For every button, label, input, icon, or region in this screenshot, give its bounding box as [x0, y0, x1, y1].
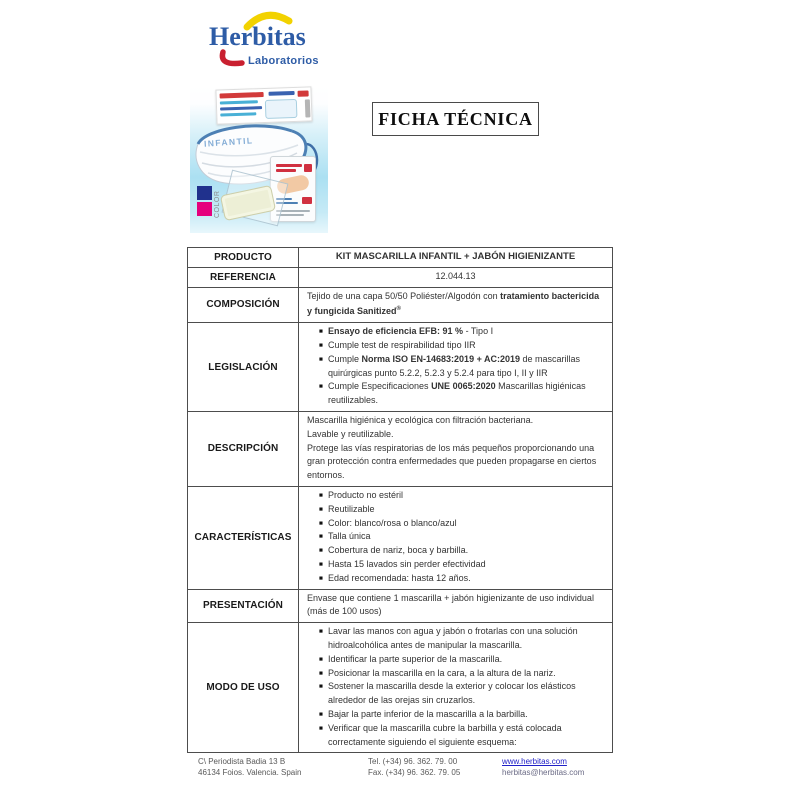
bullet-item	[307, 339, 604, 353]
bullet-text: Talla única	[328, 531, 371, 542]
magenta-color-swatch	[197, 202, 212, 216]
bullet-item	[307, 380, 604, 408]
spec-table	[187, 247, 613, 753]
bullet-icon: ■	[319, 355, 323, 363]
bullet-text: Sostener la mascarilla desde la exterior y colocar los elásticos alrededor de las orejas sin cruzarlos.	[328, 681, 576, 706]
bullet-icon: ■	[319, 547, 323, 555]
bullet-icon: ■	[319, 519, 323, 527]
bullet-icon: ■	[319, 505, 323, 513]
text-line: 12.044.13	[435, 270, 476, 281]
row-label: PRODUCTO	[188, 248, 299, 267]
mask-infantil-label: INFANTIL	[203, 135, 254, 149]
row-label: REFERENCIA	[188, 268, 299, 287]
bullet-item	[307, 325, 604, 339]
row-content	[299, 412, 612, 486]
ficha-tecnica-title-box	[372, 102, 539, 136]
table-row-descripcion	[188, 412, 612, 487]
table-row-referencia	[188, 268, 612, 288]
bullet-item	[307, 722, 604, 750]
bullet-icon: ■	[319, 628, 323, 636]
bullet-item	[307, 517, 604, 531]
bullet-icon: ■	[319, 655, 323, 663]
bullet-icon: ■	[319, 560, 323, 568]
row-content	[299, 248, 612, 267]
bullet-text: Lavar las manos con agua y jabón o frotarlas con una solución hidroalcohólica antes de manipular la mascarilla.	[328, 626, 578, 650]
website-link[interactable]: www.herbitas.com	[502, 757, 567, 766]
bullet-text: Edad recomendada: hasta 12 años.	[328, 572, 471, 583]
row-label: LEGISLACIÓN	[188, 323, 299, 411]
bullet-icon: ■	[319, 724, 323, 732]
row-label: DESCRIPCIÓN	[188, 412, 299, 486]
table-row-modo-de-uso	[188, 623, 612, 752]
bullet-item	[307, 708, 604, 722]
logo-name: Herbitas	[209, 22, 306, 51]
row-content	[299, 487, 612, 589]
address-line-2: 46134 Foios. Valencia. Spain	[198, 768, 302, 777]
bullet-text: Identificar la parte superior de la mascarilla.	[328, 653, 503, 664]
bullet-icon: ■	[319, 683, 323, 691]
table-row-composicion	[188, 288, 612, 324]
footer-address	[198, 756, 301, 778]
table-row-legislacion	[188, 323, 612, 412]
footer-phone	[368, 756, 460, 778]
text-line: Protege las vías respiratorias de los más pequeños proporcionando una gran protección contra enfermedades que pueden propagarse en ciertos entornos.	[307, 442, 597, 481]
bullet-item	[307, 558, 604, 572]
bullet-icon: ■	[319, 669, 323, 677]
bullet-text: Ensayo de eficiencia EFB: 91 % - Tipo I	[328, 326, 494, 337]
table-row-caracteristicas	[188, 487, 612, 590]
bullet-text: Cumple Especificaciones UNE 0065:2020 Mascarillas higiénicas reutilizables.	[328, 381, 586, 406]
bullet-text: Hasta 15 lavados sin perder efectividad	[328, 558, 486, 569]
red-swoosh-icon	[222, 52, 242, 64]
row-content	[299, 288, 612, 323]
product-photo	[190, 86, 328, 233]
bullet-text: Posicionar la mascarilla en la cara, a la altura de la nariz.	[328, 667, 556, 678]
bullet-item	[307, 530, 604, 544]
herbitas-logo	[206, 8, 356, 74]
footer-fax: Fax. (+34) 96. 362. 79. 05	[368, 768, 461, 777]
text-line: Tejido de una capa 50/50 Poliéster/Algodón con tratamiento bactericida y fungicida Sanitized®	[307, 290, 600, 317]
row-label: COMPOSICIÓN	[188, 288, 299, 323]
bullet-text: Bajar la parte inferior de la mascarilla a la barbilla.	[328, 708, 528, 719]
mask-box-illustration	[215, 86, 312, 124]
bullet-item	[307, 572, 604, 586]
bullet-icon: ■	[319, 574, 323, 582]
bullet-text: Verificar que la mascarilla cubre la barbilla y está colocada correctamente siguiendo el siguiente esquema:	[328, 722, 562, 747]
bullet-item	[307, 503, 604, 517]
text-line: Envase que contiene 1 mascarilla + jabón higienizante de uso individual (más de 100 usos)	[307, 592, 594, 617]
row-content	[299, 268, 612, 287]
bullet-item	[307, 653, 604, 667]
text-line: Lavable y reutilizable.	[307, 428, 394, 439]
bullet-icon: ■	[319, 491, 323, 499]
bullet-text: Cobertura de nariz, boca y barbilla.	[328, 545, 469, 556]
table-row-presentacion	[188, 590, 612, 624]
bullet-text: Reutilizable	[328, 503, 375, 514]
address-line-1: C\ Periodista Badia 13 B	[198, 757, 286, 766]
blue-color-swatch	[197, 186, 212, 200]
bullet-text: Cumple Norma ISO EN-14683:2019 + AC:2019 de mascarillas quirúrgicas punto 5.2.2, 5.2.3 y 5.2.4 para tipo I, II y IIR	[328, 353, 581, 378]
bullet-icon: ■	[319, 383, 323, 391]
bullet-text: Color: blanco/rosa o blanco/azul	[328, 517, 457, 528]
email-text: herbitas@herbitas.com	[502, 768, 585, 777]
row-content	[299, 623, 612, 752]
bullet-item	[307, 680, 604, 708]
bullet-text: Producto no estéril	[328, 489, 404, 500]
page-title: FICHA TÉCNICA	[378, 108, 533, 129]
logo-subtitle: Laboratorios	[248, 55, 319, 67]
bullet-icon: ■	[319, 328, 323, 336]
bullet-text: Cumple test de respirabilidad tipo IIR	[328, 339, 476, 350]
footer-tel: Tel. (+34) 96. 362. 79. 00	[368, 757, 458, 766]
color-label: COLOR	[214, 190, 221, 218]
text-line: KIT MASCARILLA INFANTIL + JABÓN HIGIENIZANTE	[335, 251, 576, 262]
bullet-item	[307, 667, 604, 681]
row-content	[299, 590, 612, 623]
color-swatches	[197, 186, 227, 220]
row-label: MODO DE USO	[188, 623, 299, 752]
row-label: PRESENTACIÓN	[188, 590, 299, 623]
bullet-item	[307, 353, 604, 381]
bullet-icon: ■	[319, 710, 323, 718]
text-line: Mascarilla higiénica y ecológica con filtración bacteriana.	[307, 414, 534, 425]
row-label: CARACTERÍSTICAS	[188, 487, 299, 589]
bullet-item	[307, 625, 604, 653]
row-content	[299, 323, 612, 411]
bullet-item	[307, 544, 604, 558]
table-row-producto	[188, 248, 612, 268]
bullet-item	[307, 489, 604, 503]
bullet-icon: ■	[319, 341, 323, 349]
bullet-icon: ■	[319, 533, 323, 541]
footer-online	[502, 756, 584, 778]
